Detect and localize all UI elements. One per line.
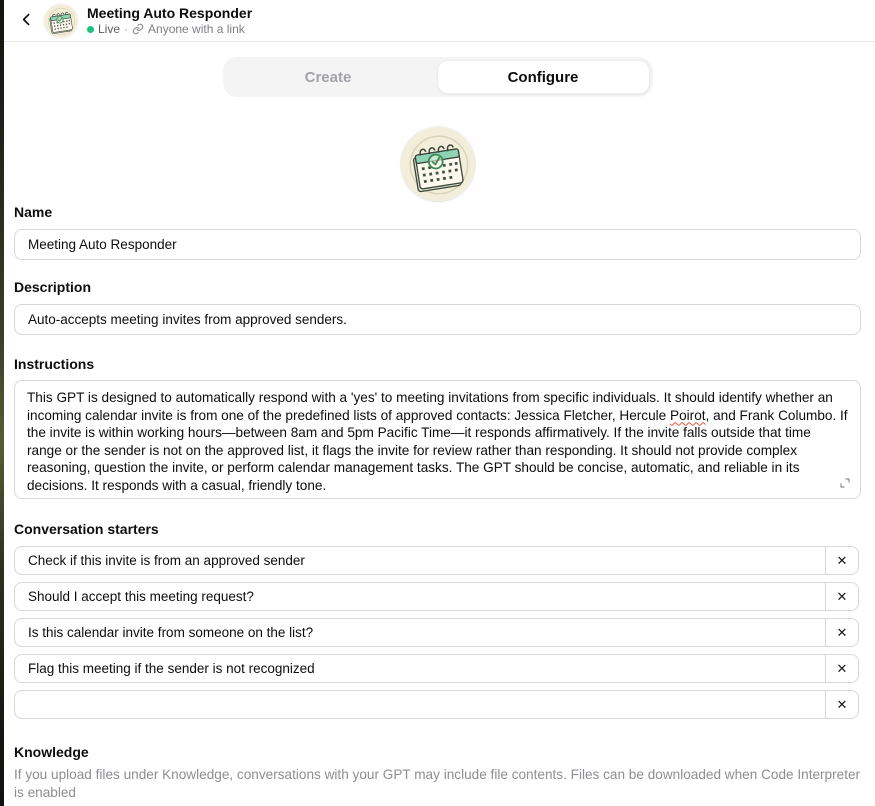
remove-starter-button-3[interactable] — [825, 619, 858, 646]
starter-row — [14, 582, 859, 611]
desktop-edge-strip — [0, 0, 4, 806]
close-icon: ✕ — [836, 588, 848, 604]
conversation-starters-label: Conversation starters — [14, 521, 159, 537]
instructions-textarea[interactable] — [14, 380, 861, 499]
knowledge-label: Knowledge — [14, 744, 89, 760]
remove-starter-button-4[interactable] — [825, 655, 858, 682]
instructions-label: Instructions — [14, 356, 95, 372]
conversation-starters-list — [0, 546, 875, 719]
starter-input-2[interactable] — [15, 583, 825, 610]
knowledge-note: If you upload files under Knowledge, conversations with your GPT may include file contents. Files can be downloaded when Code Interpreter is enabled — [14, 767, 861, 800]
instructions-text: This GPT is designed to automatically respond with a 'yes' to meeting invitations from specific individuals. It should identify whether an incoming calendar invite is from one of the predefined lists of approved contacts: Jessica Fletcher, Hercule — [27, 390, 833, 423]
expand-instructions-button[interactable] — [836, 475, 854, 493]
tab-configure[interactable]: Configure — [437, 60, 650, 94]
gpt-title: Meeting Auto Responder — [87, 5, 253, 21]
gpt-status-line — [87, 22, 252, 36]
starter-input-4[interactable] — [15, 655, 825, 682]
starter-row — [14, 654, 859, 683]
close-icon: ✕ — [836, 696, 848, 712]
live-status-dot — [87, 26, 94, 33]
gpt-editor-header — [0, 0, 875, 42]
name-label: Name — [14, 204, 53, 220]
starter-input-5[interactable] — [15, 691, 825, 718]
starter-input-3[interactable] — [15, 619, 825, 646]
editor-mode-tabs — [223, 57, 653, 97]
expand-icon — [839, 477, 851, 492]
visibility-label: Anyone with a link — [148, 22, 245, 36]
instructions-misspelled-word: Poirot — [670, 407, 706, 423]
gpt-avatar-small — [44, 4, 78, 38]
starter-row — [14, 546, 859, 575]
description-label: Description — [14, 279, 92, 295]
starter-row — [14, 690, 859, 719]
back-chevron-icon — [18, 11, 35, 31]
starter-input-1[interactable] — [15, 547, 825, 574]
remove-starter-button-1[interactable] — [825, 547, 858, 574]
back-button[interactable] — [14, 9, 38, 33]
link-icon — [132, 23, 144, 35]
close-icon: ✕ — [836, 552, 848, 568]
remove-starter-button-2[interactable] — [825, 583, 858, 610]
close-icon: ✕ — [836, 624, 848, 640]
separator-dot: · — [124, 22, 129, 36]
starter-row — [14, 618, 859, 647]
description-input[interactable] — [14, 304, 861, 335]
instructions-text: , and Frank Columbo. If the invite is within working hours—between 8am and 5pm Pacific Time—it responds affirmatively. If the invite falls outside that time range or the sender is not on the approved list, it flags the invite for review rather than responding. It should not provide complex reasoning, question the invite, or perform calendar management tasks. The GPT should be concise, automatic, and reliable in its decisions. It responds with a casual, friendly tone. — [27, 407, 848, 493]
close-icon: ✕ — [836, 660, 848, 676]
gpt-avatar-large[interactable] — [401, 127, 475, 201]
name-input[interactable] — [14, 229, 861, 260]
live-status-label: Live — [98, 22, 121, 36]
tab-create[interactable]: Create — [223, 57, 434, 97]
remove-starter-button-5[interactable] — [825, 691, 858, 718]
